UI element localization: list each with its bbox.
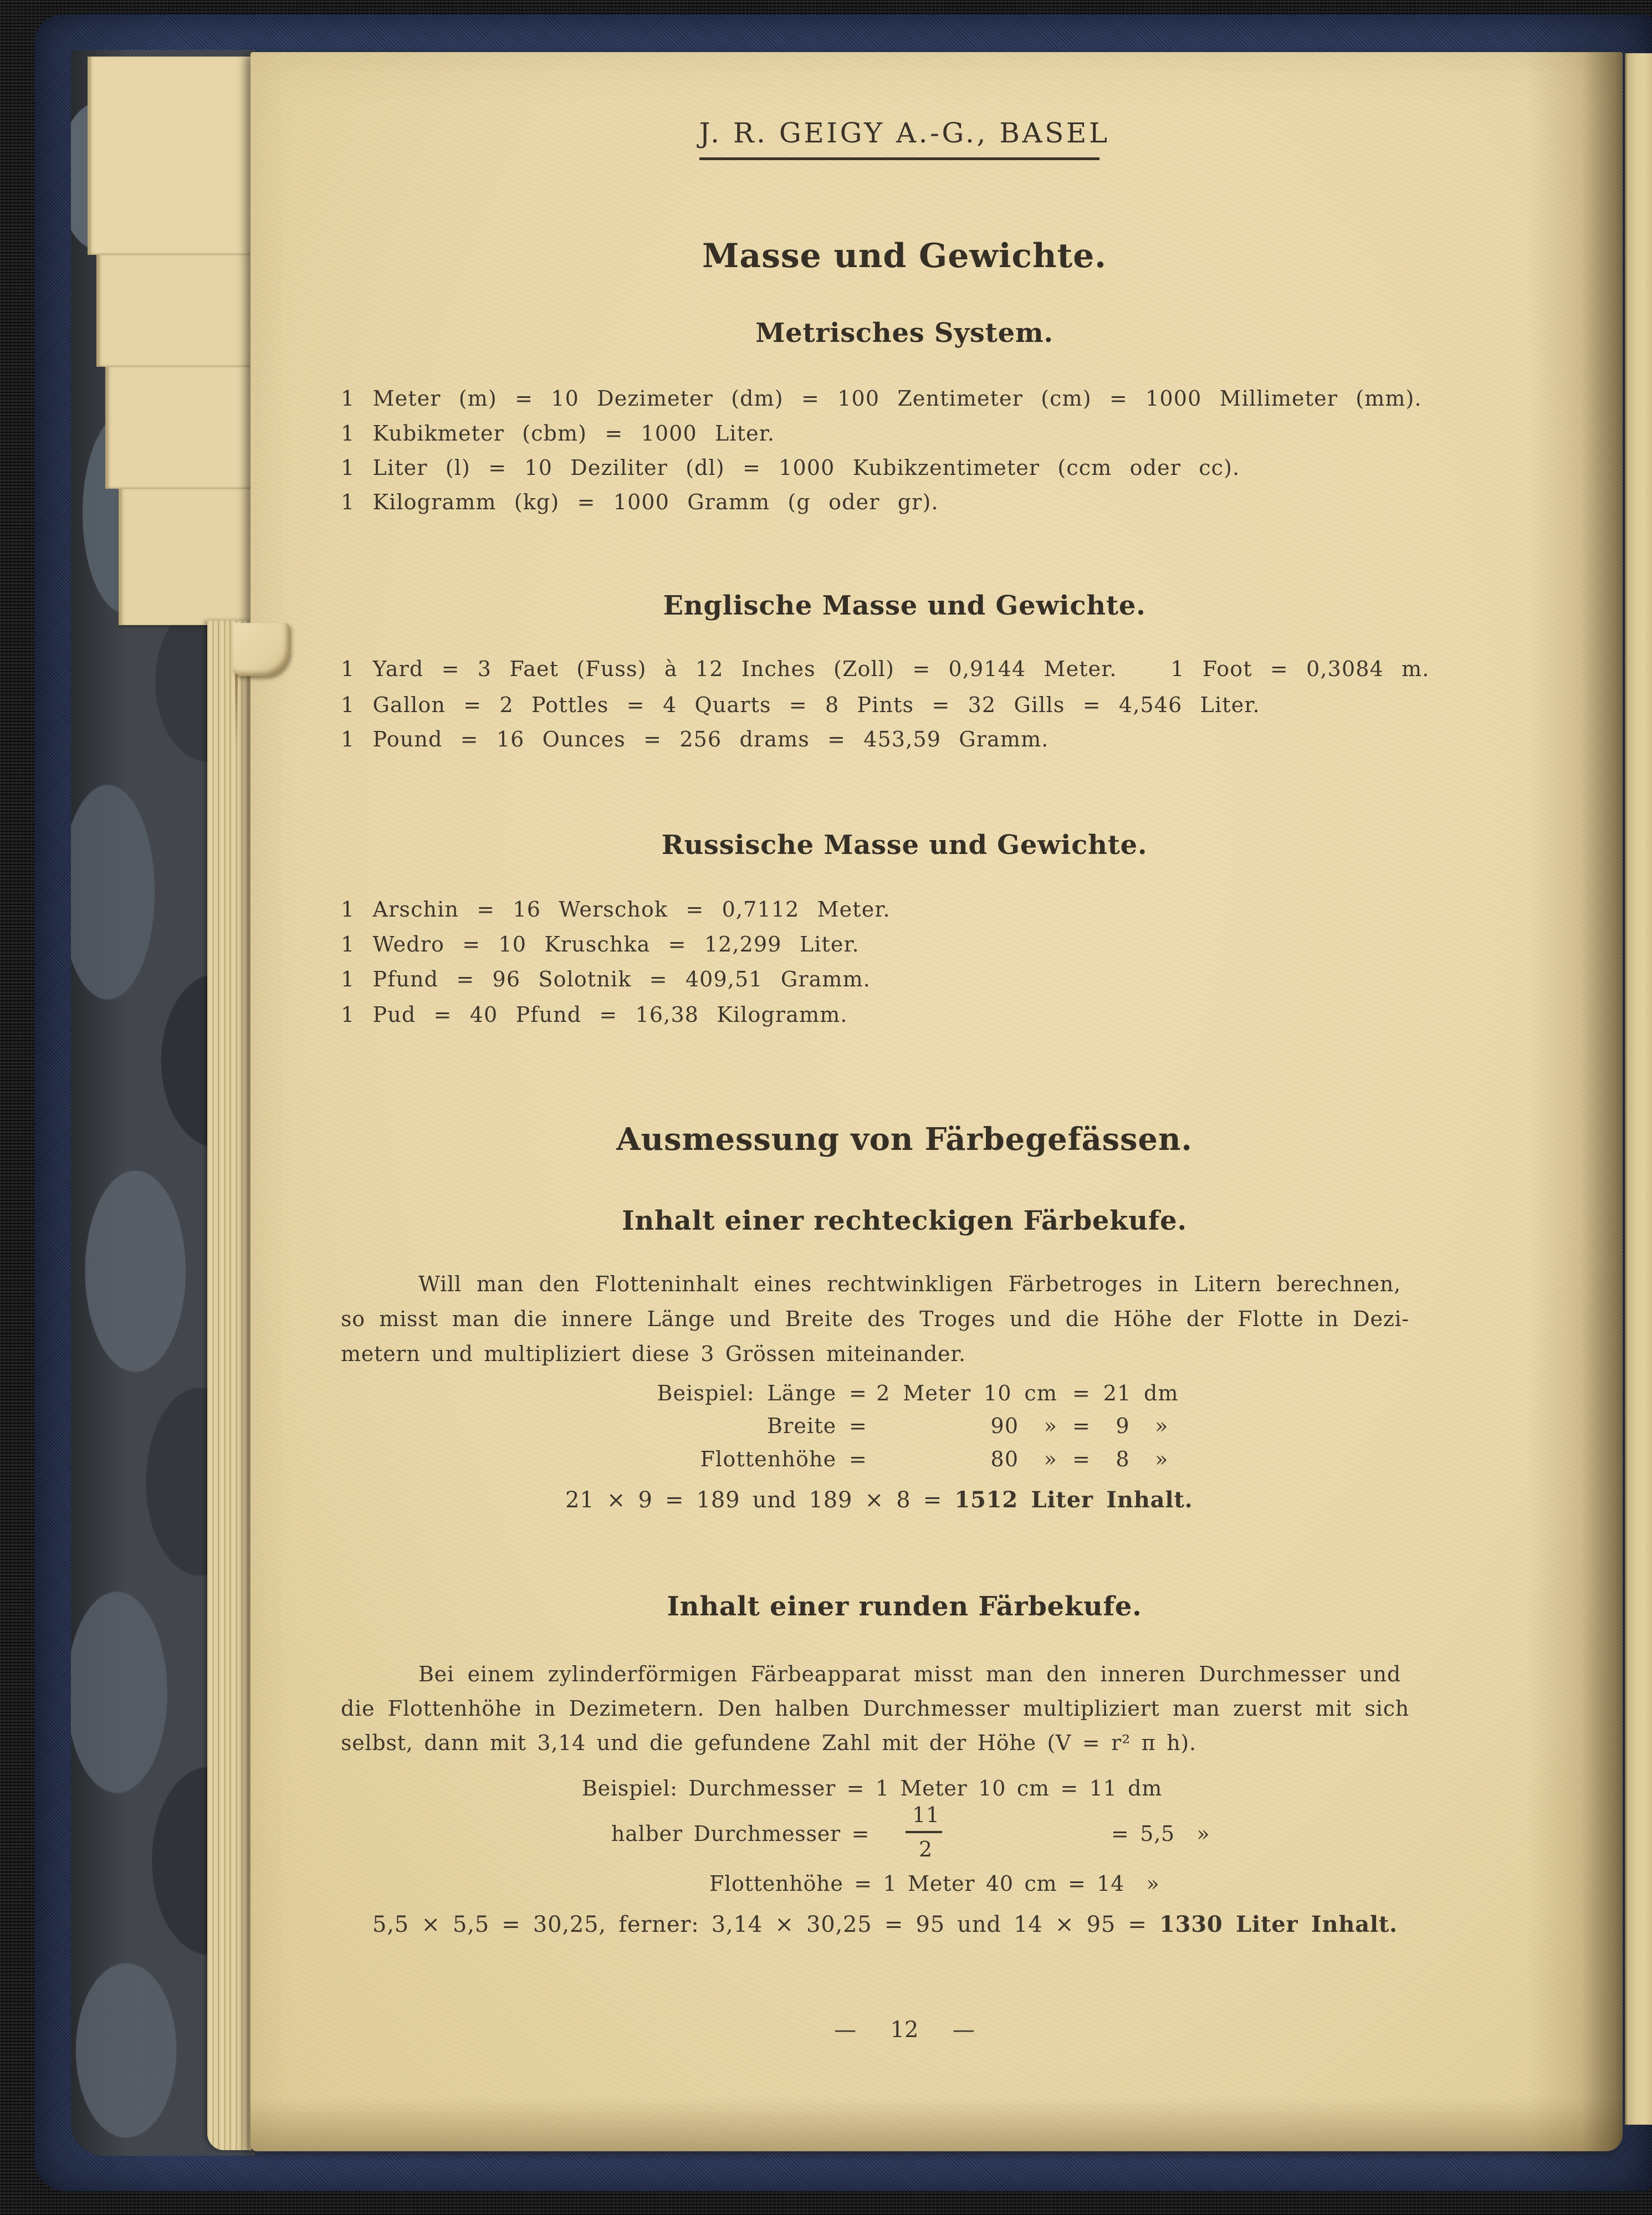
example-value: 2 Meter 10 cm [876, 1381, 1057, 1405]
example-result: = 8 » [1072, 1447, 1169, 1471]
example-row [0, 1381, 1652, 1412]
metric-line: 1 Meter (m) = 10 Dezimeter (dm) = 100 Zentimeter (cm) = 1000 Millimeter (mm). [341, 386, 1422, 411]
rect-paragraph-line: Will man den Flotteninhalt eines rechtwinkligen Färbetroges in Litern berechnen, [418, 1272, 1401, 1296]
header-rule [699, 157, 1099, 160]
russian-line: 1 Pfund = 96 Solotnik = 409,51 Gramm. [341, 967, 871, 991]
english-title: Englische Masse und Gewichte. [663, 590, 1146, 621]
english-line: 1 Pound = 16 Ounces = 256 drams = 453,59 Gramm. [341, 727, 1049, 751]
example-label: Breite = [766, 1414, 867, 1438]
fraction-bar [906, 1831, 942, 1833]
metric-title: Metrisches System. [755, 318, 1053, 349]
rect-formula-prefix: 21 × 9 = 189 und 189 × 8 = [565, 1487, 955, 1513]
example-value: 80 » [990, 1447, 1057, 1471]
english-line: 1 Gallon = 2 Pottles = 4 Quarts = 8 Pints = 32 Gills = 4,546 Liter. [341, 693, 1260, 717]
book-page [250, 52, 1623, 2151]
ausmessung-title: Ausmessung von Färbegefässen. [616, 1121, 1193, 1158]
page-stack-edge [96, 255, 254, 367]
page-stack-edge [105, 367, 254, 489]
page-corner-crease [235, 674, 238, 746]
fraction-denominator: 2 [919, 1837, 933, 1861]
company-header: J. R. GEIGY A.-G., BASEL [699, 117, 1110, 149]
example-result: = 21 dm [1072, 1381, 1179, 1405]
page-stack-edge [119, 489, 254, 625]
metric-line: 1 Liter (l) = 10 Deziliter (dl) = 1000 Kubikzentimeter (ccm oder cc). [341, 456, 1240, 480]
rect-title: Inhalt einer rechteckigen Färbekufe. [622, 1205, 1187, 1236]
example-label: Beispiel: Länge = [657, 1381, 867, 1405]
example-value: 90 » [990, 1414, 1057, 1438]
half-diameter-label: halber Durchmesser = [611, 1822, 870, 1846]
round-title: Inhalt einer runden Färbekufe. [667, 1591, 1142, 1622]
russian-title: Russische Masse und Gewichte. [661, 830, 1148, 861]
russian-line: 1 Wedro = 10 Kruschka = 12,299 Liter. [341, 932, 860, 956]
page-number: — 12 — [834, 2017, 975, 2043]
russian-line: 1 Pud = 40 Pfund = 16,38 Kilogramm. [341, 1002, 848, 1027]
page-corner-curl [233, 623, 289, 676]
rect-paragraph-line: metern und multipliziert diese 3 Grössen miteinander. [341, 1342, 966, 1366]
masse-title: Masse und Gewichte. [702, 237, 1107, 275]
round-paragraph-line: die Flottenhöhe in Dezimetern. Den halben Durchmesser multipliziert man zuerst mit sich [341, 1696, 1409, 1721]
example-result: = 9 » [1072, 1414, 1169, 1438]
rect-formula-result: 1512 Liter Inhalt. [954, 1487, 1193, 1513]
english-line: 1 Yard = 3 Faet (Fuss) à 12 Inches (Zoll) = 0,9144 Meter. 1 Foot = 0,3084 m. [341, 657, 1430, 681]
fraction-numerator: 11 [912, 1803, 940, 1827]
round-formula-prefix: 5,5 × 5,5 = 30,25, ferner: 3,14 × 30,25 = 95 und 14 × 95 = [372, 1912, 1160, 1937]
page-stack-edge [88, 57, 254, 255]
half-diameter-result: = 5,5 » [1111, 1822, 1210, 1846]
metric-line: 1 Kilogramm (kg) = 1000 Gramm (g oder gr). [341, 490, 939, 514]
metric-line: 1 Kubikmeter (cbm) = 1000 Liter. [341, 421, 775, 446]
flottenhoehe-line: Flottenhöhe = 1 Meter 40 cm = 14 » [709, 1871, 1160, 1896]
round-example-line: Beispiel: Durchmesser = 1 Meter 10 cm = 11 dm [582, 1776, 1163, 1800]
adjacent-page-edge [1625, 53, 1652, 2125]
round-formula [372, 1912, 1398, 1937]
round-paragraph-line: Bei einem zylinderförmigen Färbeapparat misst man den inneren Durchmesser und [418, 1662, 1401, 1686]
round-paragraph-line: selbst, dann mit 3,14 und die gefundene Zahl mit der Höhe (V = r² π h). [341, 1731, 1196, 1755]
example-label: Flottenhöhe = [700, 1447, 867, 1471]
example-row [0, 1447, 1652, 1478]
russian-line: 1 Arschin = 16 Werschok = 0,7112 Meter. [341, 897, 891, 922]
example-row [0, 1414, 1652, 1445]
rect-paragraph-line: so misst man die innere Länge und Breite des Troges und die Höhe der Flotte in Dezi- [341, 1307, 1409, 1331]
rect-formula [565, 1487, 1193, 1513]
round-formula-result: 1330 Liter Inhalt. [1159, 1911, 1398, 1937]
